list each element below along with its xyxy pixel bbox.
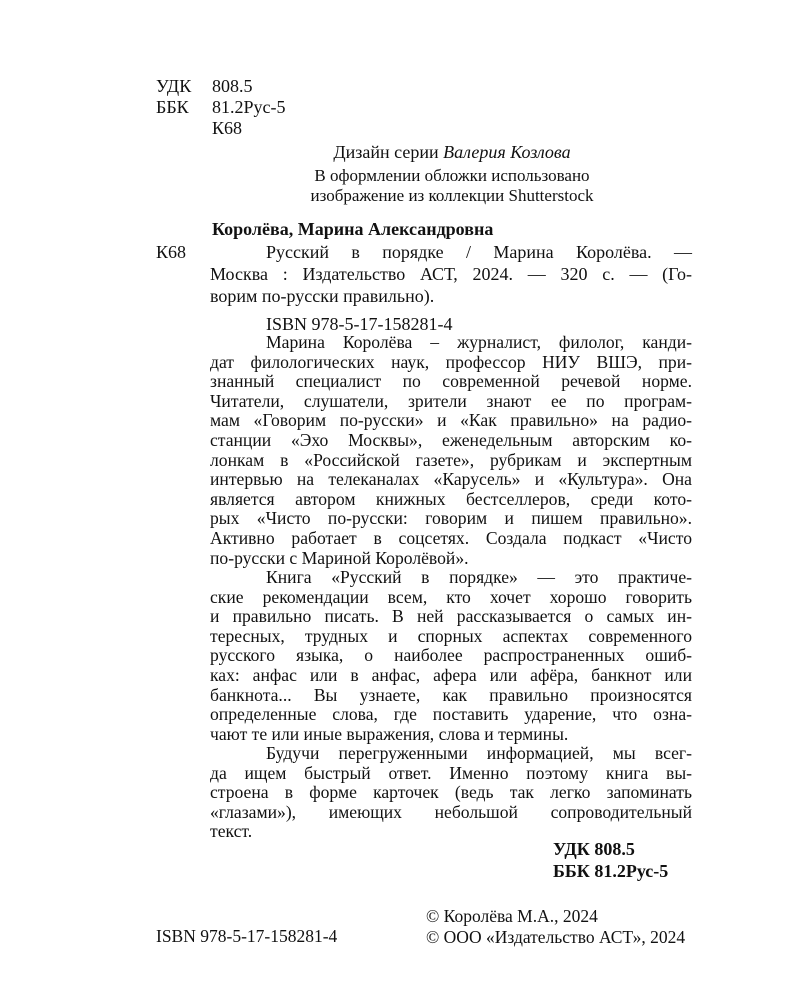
annotation-line: ские рекомендации всем, кто хочет хорошо говорить [210,586,692,607]
annotation-line: является автором книжных бестселлеров, среди кото- [210,488,692,509]
annotation-paragraph-1 [210,333,692,568]
copyright-author: © Королёва М.А., 2024 [426,906,598,926]
copyright-publisher: © ООО «Издательство АСТ», 2024 [426,927,686,947]
annotation-line: знанный специалист по современной речевой норме. [210,371,692,392]
annotation-line: ках: анфас или в анфас, афера или афёра, банкнот или [210,664,692,685]
catalog-isbn: ISBN 978-5-17-158281-4 [266,314,453,334]
design-credit-designer: Валерия Козлова [443,142,571,162]
annotation-line: мам «Говорим по-русски» и «Как правильно» на радио- [210,410,692,431]
catalog-mark: К68 [156,242,187,262]
annotation-line: текст. [210,821,253,842]
annotation-line: тересных, трудных и спорных аспектах современного [210,625,692,646]
annotation-line: определенные слова, где поставить ударение, что озна- [210,704,692,725]
catalog-line-1: Русский в порядке / Марина Королёва. — [266,242,692,262]
footer-isbn: ISBN 978-5-17-158281-4 [156,926,338,946]
annotation-line: «глазами»), имеющих небольшой сопроводительный [210,801,692,822]
annotation-paragraph-2 [210,568,692,744]
annotation-paragraph-3 [210,744,692,842]
annotation-line: рых «Чисто по-русски: говорим и пишем правильно». [210,508,692,529]
annotation-line: да ищем быстрый ответ. Именно поэтому книга вы- [210,762,692,783]
annotation-line: лонкам в «Российской газете», рубрикам и экспертным [210,449,692,470]
annotation-line: Читатели, слушатели, зрители знают ее по програм- [210,390,692,411]
bbk-label: ББК [156,97,189,117]
annotation-line: и правильно писать. В ней рассказывается о самых ин- [210,606,692,627]
author-mark: К68 [212,118,243,138]
udk-value: 808.5 [212,76,253,96]
annotation-line: строена в форме карточек (ведь так легко запоминать [210,782,692,803]
annotation-line: Книга «Русский в порядке» — это практиче- [266,567,692,587]
annotation-line: Активно работает в соцсетях. Создала подкаст «Чисто [210,527,692,548]
udk-label: УДК [156,76,192,96]
design-credit-prefix: Дизайн серии [333,142,444,162]
catalog-line-2: Москва : Издательство АСТ, 2024. — 320 с. — (Го- [210,264,692,284]
cover-note-line-2: изображение из коллекции Shutterstock [310,186,594,205]
cover-note-line-1: В оформлении обложки использовано [314,166,590,185]
annotation-line: чают те или иные выражения, слова и термины. [210,723,569,744]
annotation-line: Марина Королёва – журналист, филолог, канди- [266,332,692,352]
annotation-line: интервью на телеканалах «Карусель» и «Культура». Она [210,469,692,490]
author-heading: Королёва, Марина Александровна [212,219,494,239]
annotation-line: русского языка, о наиболее распространенных ошиб- [210,645,692,666]
bottom-udk: УДК 808.5 [553,839,635,859]
annotation-line: станции «Эхо Москвы», еженедельным авторским ко- [210,429,692,450]
annotation-line: дат филологических наук, профессор НИУ ВШЭ, при- [210,351,692,372]
bbk-value: 81.2Рус-5 [212,97,286,117]
catalog-line-3: ворим по-русски правильно). [210,286,435,306]
annotation-line: Будучи перегруженными информацией, мы всег- [266,743,692,763]
bottom-bbk: ББК 81.2Рус-5 [553,861,669,881]
design-credit [212,141,692,163]
annotation-line: по-русски с Мариной Королёвой». [210,547,469,568]
annotation-line: банкнота... Вы узнаете, как правильно произносятся [210,684,692,705]
